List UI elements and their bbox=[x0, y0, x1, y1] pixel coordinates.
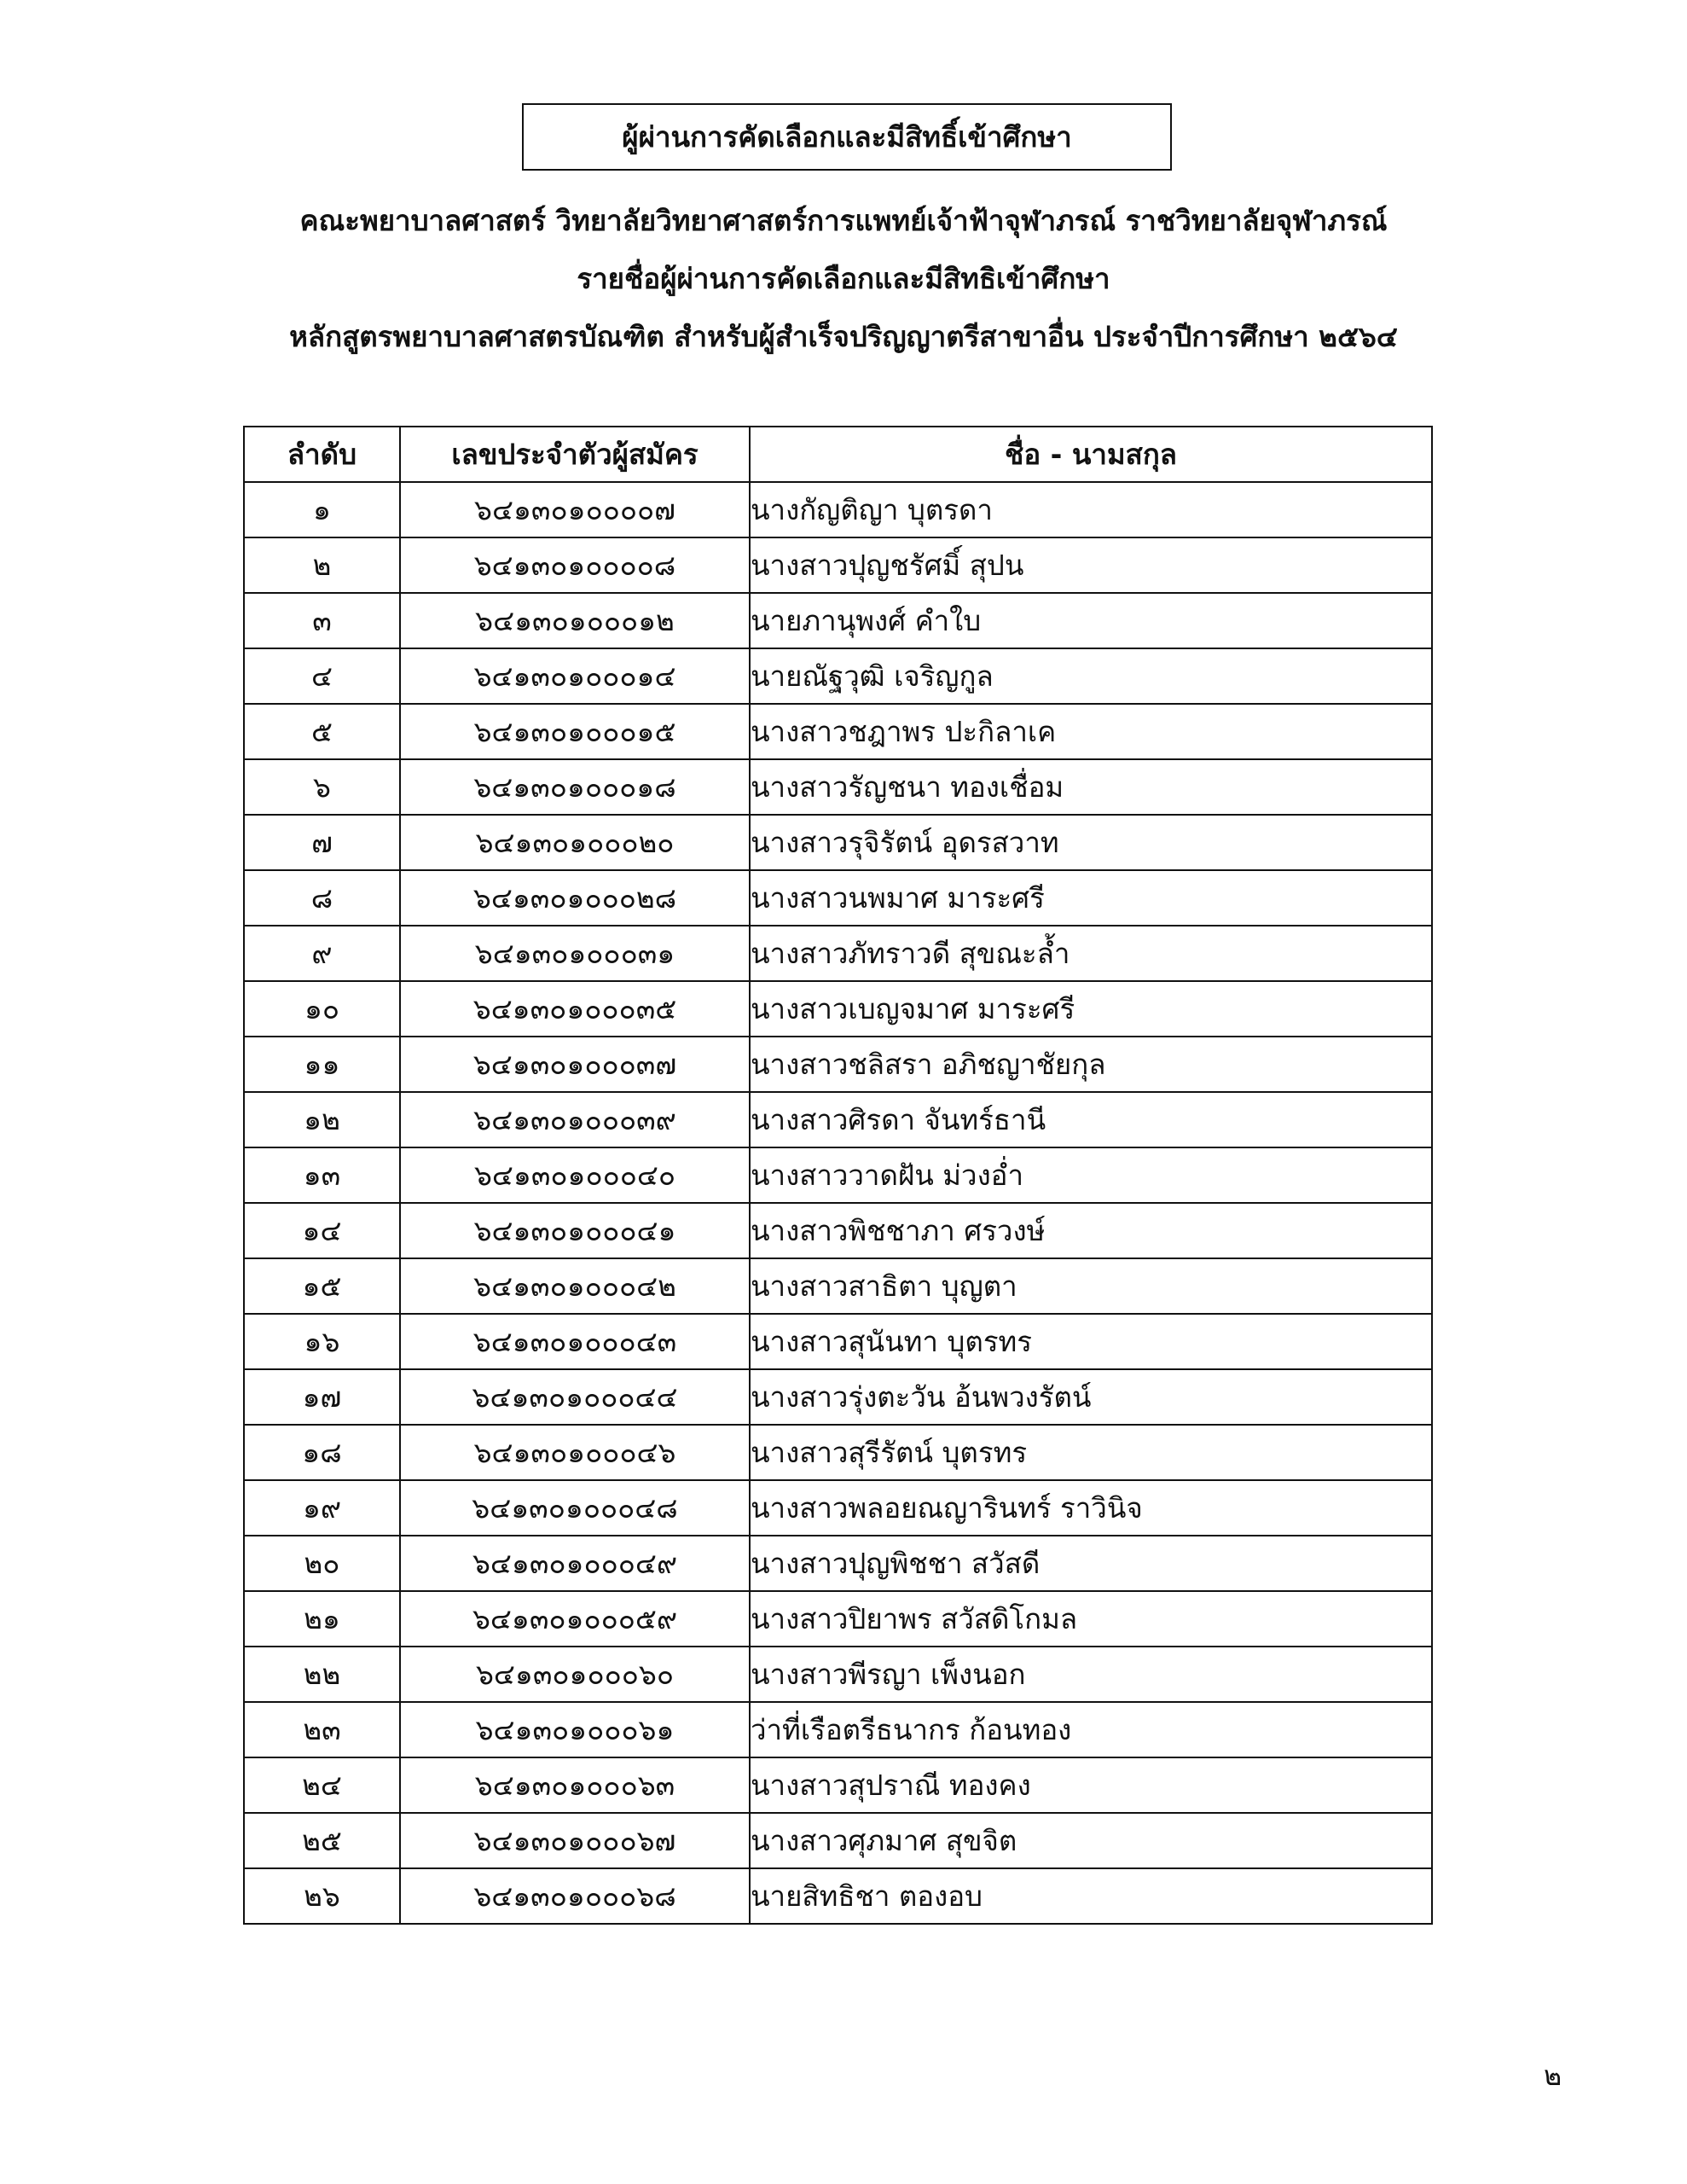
row-order-cell: ๒๓ bbox=[244, 1702, 400, 1757]
row-order-cell: ๔ bbox=[244, 648, 400, 704]
row-order-cell: ๗ bbox=[244, 815, 400, 870]
table-row bbox=[244, 1591, 1432, 1647]
table-row bbox=[244, 1813, 1432, 1868]
row-full-name-cell: นางสาวสาธิตา บุญตา bbox=[750, 1258, 1432, 1314]
row-order-cell: ๑๑ bbox=[244, 1037, 400, 1092]
row-order-cell: ๕ bbox=[244, 704, 400, 759]
row-full-name-cell: นางสาวปิยาพร สวัสดิโกมล bbox=[750, 1591, 1432, 1647]
column-header-order: ลำดับ bbox=[244, 427, 400, 482]
row-applicant-id-cell: ๖๔๑๓๐๑๐๐๐๒๐ bbox=[400, 815, 750, 870]
page-number: ๒ bbox=[1544, 2059, 1562, 2092]
row-full-name-cell: นางสาวพิชชาภา ศรวงษ์ bbox=[750, 1203, 1432, 1258]
document-title-box bbox=[522, 103, 1172, 171]
row-order-cell: ๑๔ bbox=[244, 1203, 400, 1258]
table-row bbox=[244, 648, 1432, 704]
row-full-name-cell: นางสาวรัญชนา ทองเชื่อม bbox=[750, 759, 1432, 815]
table-row bbox=[244, 1092, 1432, 1147]
table-header-row bbox=[244, 427, 1432, 482]
row-full-name-cell: นางสาววาดฝัน ม่วงอ่ำ bbox=[750, 1147, 1432, 1203]
row-applicant-id-cell: ๖๔๑๓๐๑๐๐๐๑๘ bbox=[400, 759, 750, 815]
row-full-name-cell: นางสาวศิรดา จันทร์ธานี bbox=[750, 1092, 1432, 1147]
table-row bbox=[244, 1258, 1432, 1314]
row-applicant-id-cell: ๖๔๑๓๐๑๐๐๐๐๘ bbox=[400, 537, 750, 593]
row-order-cell: ๑๓ bbox=[244, 1147, 400, 1203]
row-applicant-id-cell: ๖๔๑๓๐๑๐๐๐๔๒ bbox=[400, 1258, 750, 1314]
table-row bbox=[244, 482, 1432, 537]
row-applicant-id-cell: ๖๔๑๓๐๑๐๐๐๑๕ bbox=[400, 704, 750, 759]
row-order-cell: ๑๗ bbox=[244, 1369, 400, 1425]
row-order-cell: ๑๒ bbox=[244, 1092, 400, 1147]
row-order-cell: ๒๒ bbox=[244, 1647, 400, 1702]
row-full-name-cell: นางสาวสุรีรัตน์ บุตรทร bbox=[750, 1425, 1432, 1480]
table-row bbox=[244, 815, 1432, 870]
row-applicant-id-cell: ๖๔๑๓๐๑๐๐๐๔๘ bbox=[400, 1480, 750, 1536]
table-row bbox=[244, 704, 1432, 759]
table-row bbox=[244, 537, 1432, 593]
row-full-name-cell: นางสาวพีรญา เพ็งนอก bbox=[750, 1647, 1432, 1702]
row-applicant-id-cell: ๖๔๑๓๐๑๐๐๐๖๘ bbox=[400, 1868, 750, 1924]
table-body bbox=[244, 482, 1432, 1924]
row-order-cell: ๒๑ bbox=[244, 1591, 400, 1647]
row-applicant-id-cell: ๖๔๑๓๐๑๐๐๐๑๔ bbox=[400, 648, 750, 704]
column-header-applicant-id: เลขประจำตัวผู้สมัคร bbox=[400, 427, 750, 482]
column-header-full-name: ชื่อ - นามสกุล bbox=[750, 427, 1432, 482]
row-full-name-cell: นายณัฐวุฒิ เจริญกูล bbox=[750, 648, 1432, 704]
row-order-cell: ๖ bbox=[244, 759, 400, 815]
row-applicant-id-cell: ๖๔๑๓๐๑๐๐๐๐๗ bbox=[400, 482, 750, 537]
row-order-cell: ๒๐ bbox=[244, 1536, 400, 1591]
row-full-name-cell: นายสิทธิชา ตองอบ bbox=[750, 1868, 1432, 1924]
row-order-cell: ๑ bbox=[244, 482, 400, 537]
row-applicant-id-cell: ๖๔๑๓๐๑๐๐๐๕๙ bbox=[400, 1591, 750, 1647]
row-order-cell: ๘ bbox=[244, 870, 400, 926]
row-full-name-cell: นางสาวชฎาพร ปะกิลาเค bbox=[750, 704, 1432, 759]
row-order-cell: ๙ bbox=[244, 926, 400, 981]
row-applicant-id-cell: ๖๔๑๓๐๑๐๐๐๔๑ bbox=[400, 1203, 750, 1258]
row-applicant-id-cell: ๖๔๑๓๐๑๐๐๐๔๖ bbox=[400, 1425, 750, 1480]
table-row bbox=[244, 1369, 1432, 1425]
row-full-name-cell: นางสาวปุญชรัศมิ์ สุปน bbox=[750, 537, 1432, 593]
row-applicant-id-cell: ๖๔๑๓๐๑๐๐๐๒๘ bbox=[400, 870, 750, 926]
table-row bbox=[244, 593, 1432, 648]
row-full-name-cell: นางสาวเบญจมาศ มาระศรี bbox=[750, 981, 1432, 1037]
faculty-heading: คณะพยาบาลศาสตร์ วิทยาลัยวิทยาศาสตร์การแพทย์เจ้าฟ้าจุฬาภรณ์ ราชวิทยาลัยจุฬาภรณ์ bbox=[299, 204, 1388, 237]
row-order-cell: ๒๔ bbox=[244, 1757, 400, 1813]
row-applicant-id-cell: ๖๔๑๓๐๑๐๐๐๖๑ bbox=[400, 1702, 750, 1757]
row-order-cell: ๑๕ bbox=[244, 1258, 400, 1314]
row-applicant-id-cell: ๖๔๑๓๐๑๐๐๐๖๓ bbox=[400, 1757, 750, 1813]
row-order-cell: ๒ bbox=[244, 537, 400, 593]
row-order-cell: ๑๘ bbox=[244, 1425, 400, 1480]
row-applicant-id-cell: ๖๔๑๓๐๑๐๐๐๓๙ bbox=[400, 1092, 750, 1147]
table-row bbox=[244, 1314, 1432, 1369]
row-applicant-id-cell: ๖๔๑๓๐๑๐๐๐๖๗ bbox=[400, 1813, 750, 1868]
row-applicant-id-cell: ๖๔๑๓๐๑๐๐๐๔๙ bbox=[400, 1536, 750, 1591]
row-order-cell: ๒๕ bbox=[244, 1813, 400, 1868]
row-applicant-id-cell: ๖๔๑๓๐๑๐๐๐๓๗ bbox=[400, 1037, 750, 1092]
table-row bbox=[244, 1037, 1432, 1092]
table-row bbox=[244, 1702, 1432, 1757]
row-applicant-id-cell: ๖๔๑๓๐๑๐๐๐๔๔ bbox=[400, 1369, 750, 1425]
row-full-name-cell: ว่าที่เรือตรีธนากร ก้อนทอง bbox=[750, 1702, 1432, 1757]
document-title: ผู้ผ่านการคัดเลือกและมีสิทธิ์เข้าศึกษา bbox=[622, 120, 1072, 154]
table-row bbox=[244, 926, 1432, 981]
table-row bbox=[244, 1425, 1432, 1480]
row-full-name-cell: นางสาวสุปราณี ทองคง bbox=[750, 1757, 1432, 1813]
table-row bbox=[244, 759, 1432, 815]
row-full-name-cell: นางกัญติญา บุตรดา bbox=[750, 482, 1432, 537]
table-row bbox=[244, 1757, 1432, 1813]
row-order-cell: ๓ bbox=[244, 593, 400, 648]
row-full-name-cell: นางสาวศุภมาศ สุขจิต bbox=[750, 1813, 1432, 1868]
table-row bbox=[244, 1480, 1432, 1536]
table-row bbox=[244, 1647, 1432, 1702]
list-heading: รายชื่อผู้ผ่านการคัดเลือกและมีสิทธิเข้าศึกษา bbox=[577, 262, 1110, 295]
row-full-name-cell: นางสาวชลิสรา อภิชญาชัยกุล bbox=[750, 1037, 1432, 1092]
table-row bbox=[244, 1536, 1432, 1591]
row-full-name-cell: นางสาวพลอยณญารินทร์ ราวินิจ bbox=[750, 1480, 1432, 1536]
row-order-cell: ๑๙ bbox=[244, 1480, 400, 1536]
row-order-cell: ๑๖ bbox=[244, 1314, 400, 1369]
row-full-name-cell: นางสาวรุจิรัตน์ อุดรสวาท bbox=[750, 815, 1432, 870]
row-full-name-cell: นางสาวภัทราวดี สุขณะล้ำ bbox=[750, 926, 1432, 981]
row-full-name-cell: นางสาวสุนันทา บุตรทร bbox=[750, 1314, 1432, 1369]
table-row bbox=[244, 981, 1432, 1037]
row-full-name-cell: นางสาวนพมาศ มาระศรี bbox=[750, 870, 1432, 926]
row-applicant-id-cell: ๖๔๑๓๐๑๐๐๐๓๕ bbox=[400, 981, 750, 1037]
row-applicant-id-cell: ๖๔๑๓๐๑๐๐๐๖๐ bbox=[400, 1647, 750, 1702]
row-applicant-id-cell: ๖๔๑๓๐๑๐๐๐๔๐ bbox=[400, 1147, 750, 1203]
row-full-name-cell: นางสาวปุญพิชชา สวัสดี bbox=[750, 1536, 1432, 1591]
row-order-cell: ๒๖ bbox=[244, 1868, 400, 1924]
table-row bbox=[244, 870, 1432, 926]
row-applicant-id-cell: ๖๔๑๓๐๑๐๐๐๓๑ bbox=[400, 926, 750, 981]
table-row bbox=[244, 1203, 1432, 1258]
row-order-cell: ๑๐ bbox=[244, 981, 400, 1037]
table-row bbox=[244, 1147, 1432, 1203]
row-full-name-cell: นายภานุพงศ์ คำใบ bbox=[750, 593, 1432, 648]
table-row bbox=[244, 1868, 1432, 1924]
program-heading: หลักสูตรพยาบาลศาสตรบัณฑิต สำหรับผู้สำเร็จปริญญาตรีสาขาอื่น ประจำปีการศึกษา ๒๕๖๔ bbox=[289, 320, 1398, 353]
row-full-name-cell: นางสาวรุ่งตะวัน อ้นพวงรัตน์ bbox=[750, 1369, 1432, 1425]
applicant-table bbox=[243, 426, 1433, 1925]
row-applicant-id-cell: ๖๔๑๓๐๑๐๐๐๔๓ bbox=[400, 1314, 750, 1369]
row-applicant-id-cell: ๖๔๑๓๐๑๐๐๐๑๒ bbox=[400, 593, 750, 648]
